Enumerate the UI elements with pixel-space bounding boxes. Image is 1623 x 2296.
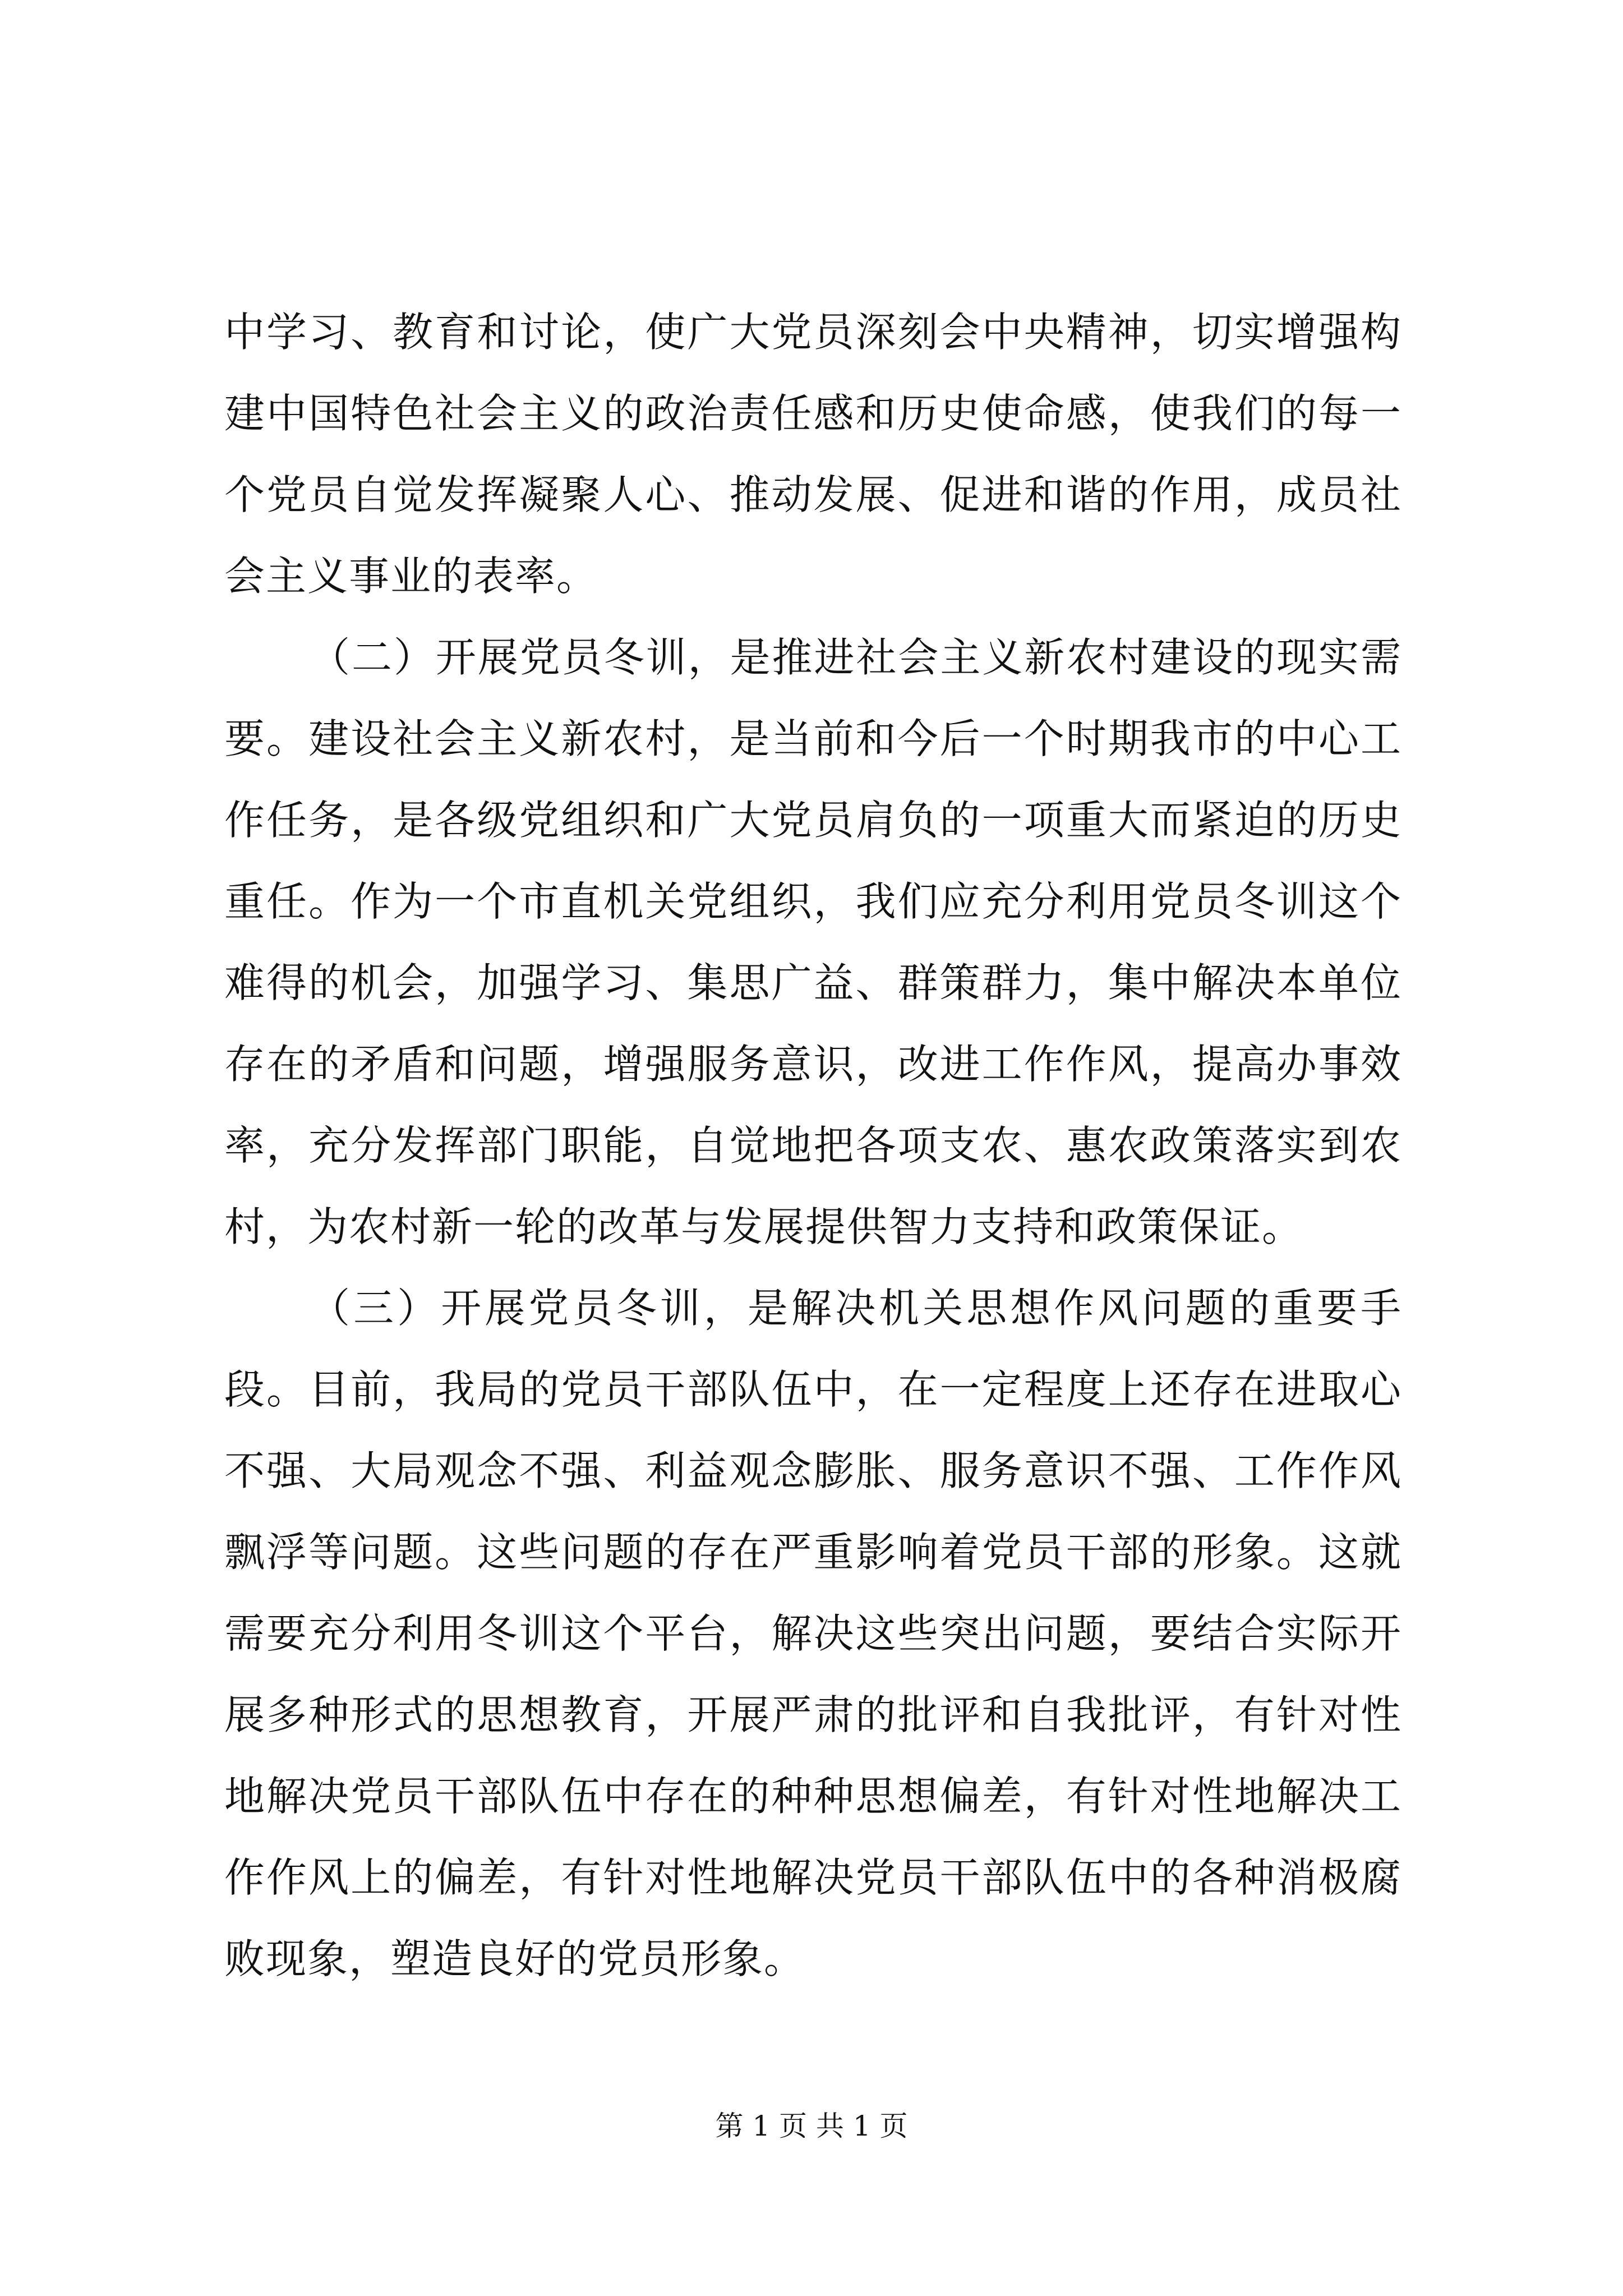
document-body [224,292,1402,2000]
paragraph-section-3: （三）开展党员冬训，是解决机关思想作风问题的重要手段。目前，我局的党员干部队伍中，在一定程度上还存在进取心不强、大局观念不强、利益观念膨胀、服务意识不强、工作作风飘浮等问题。这些问题的存在严重影响着党员干部的形象。这就需要充分利用冬训这个平台，解决这些突出问题，要结合实际开展多种形式的思想教育，开展严肃的批评和自我批评，有针对性地解决党员干部队伍中存在的种种思想偏差，有针对性地解决工作作风上的偏差，有针对性地解决党员干部队伍中的各种消极腐败现象，塑造良好的党员形象。 [224,1285,1402,1982]
page-footer: 第 1 页 共 1 页 [715,2110,908,2142]
paragraph-continuation: 中学习、教育和讨论，使广大党员深刻会中央精神，切实增强构建中国特色社会主义的政治责任感和历史使命感，使我们的每一个党员自觉发挥凝聚人心、推动发展、促进和谐的作用，成员社会主义事业的表率。 [224,309,1402,600]
paragraph-section-2: （二）开展党员冬训，是推进社会主义新农村建设的现实需要。建设社会主义新农村，是当前和今后一个时期我市的中心工作任务，是各级党组织和广大党员肩负的一项重大而紧迫的历史重任。作为一个市直机关党组织，我们应充分利用党员冬训这个难得的机会，加强学习、集思广益、群策群力，集中解决本单位存在的矛盾和问题，增强服务意识，改进工作作风，提高办事效率，充分发挥部门职能，自觉地把各项支农、惠农政策落实到农村，为农村新一轮的改革与发展提供智力支持和政策保证。 [224,634,1402,1250]
